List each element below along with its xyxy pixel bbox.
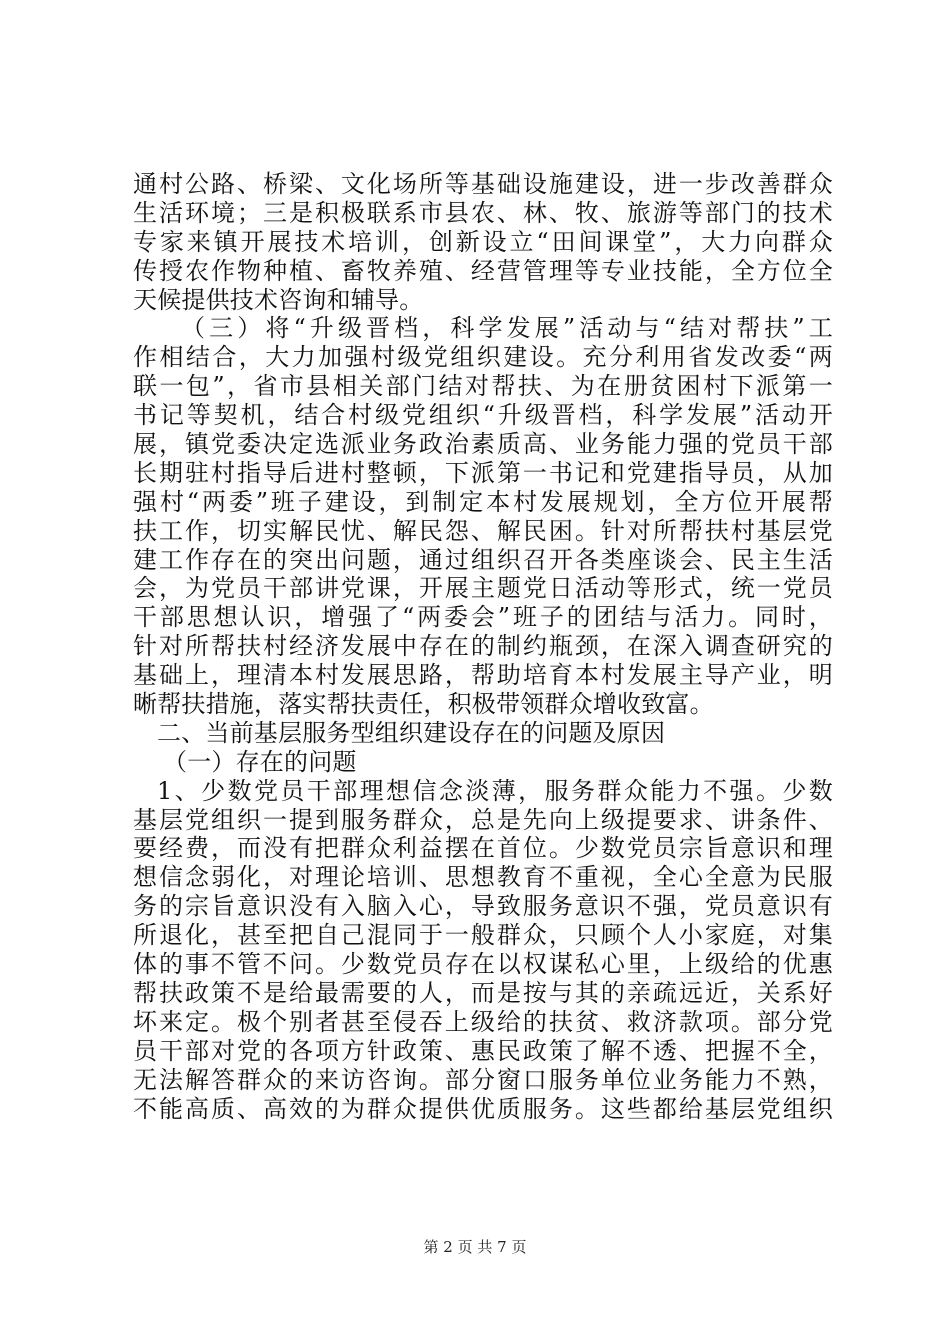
text-line: 无法解答群众的来访咨询。部分窗口服务单位业务能力不熟， [133,1065,833,1094]
paragraph-start: 1、少数党员干部理想信念淡薄，服务群众能力不强。少数 [157,776,833,805]
document-body [133,170,833,1123]
text-line: 扶工作，切实解民忧、解民怨、解民困。针对所帮扶村基层党 [133,516,833,545]
text-line: 要经费，而没有把群众利益摆在首位。少数党员宗旨意识和理 [133,834,833,863]
text-line: 强村“两委”班子建设，到制定本村发展规划，全方位开展帮 [133,487,833,516]
text-line: 会，为党员干部讲党课，开展主题党日活动等形式，统一党员 [133,574,833,603]
text-line: 坏来定。极个别者甚至侵吞上级给的扶贫、救济款项。部分党 [133,1007,833,1036]
text-line: 天候提供技术咨询和辅导。 [133,285,424,314]
text-line: 务的宗旨意识没有入脑入心，导致服务意识不强，党员意识有 [133,892,833,921]
page-number-footer: 第 2 页 共 7 页 [423,1238,527,1256]
text-line: 晰帮扶措施，落实帮扶责任，积极带领群众增收致富。 [133,690,714,719]
text-line: 建工作存在的突出问题，通过组织召开各类座谈会、民主生活 [133,545,833,574]
text-line: 基层党组织一提到服务群众，总是先向上级提要求、讲条件、 [133,805,833,834]
text-line: 展，镇党委决定选派业务政治素质高、业务能力强的党员干部 [133,430,833,459]
text-line: 长期驻村指导后进村整顿，下派第一书记和党建指导员，从加 [133,458,833,487]
text-line: 针对所帮扶村经济发展中存在的制约瓶颈，在深入调查研究的 [133,632,833,661]
text-line: 不能高质、高效的为群众提供优质服务。这些都给基层党组织 [133,1094,833,1123]
subsection-heading: （一）存在的问题 [163,747,357,776]
paragraph-heading: （三）将“升级晋档，科学发展”活动与“结对帮扶”工 [181,314,833,343]
text-line: 联一包”，省市县相关部门结对帮扶、为在册贫困村下派第一 [133,372,833,401]
section-heading: 二、当前基层服务型组织建设存在的问题及原因 [157,718,666,747]
text-line: 基础上，理清本村发展思路，帮助培育本村发展主导产业，明 [133,661,833,690]
text-line: 书记等契机，结合村级党组织“升级晋档，科学发展”活动开 [133,401,833,430]
text-line: 干部思想认识，增强了“两委会”班子的团结与活力。同时， [133,603,833,632]
text-line: 专家来镇开展技术培训，创新设立“田间课堂”，大力向群众 [133,227,833,256]
text-line: 体的事不管不问。少数党员存在以权谋私心里，上级给的优惠 [133,950,833,979]
text-line: 所退化，甚至把自己混同于一般群众，只顾个人小家庭，对集 [133,921,833,950]
text-line: 作相结合，大力加强村级党组织建设。充分利用省发改委“两 [133,343,833,372]
text-line: 通村公路、桥梁、文化场所等基础设施建设，进一步改善群众 [133,170,833,198]
text-line: 员干部对党的各项方针政策、惠民政策了解不透、把握不全， [133,1036,833,1065]
text-line: 帮扶政策不是给最需要的人，而是按与其的亲疏远近，关系好 [133,978,833,1007]
text-line: 想信念弱化，对理论培训、思想教育不重视，全心全意为民服 [133,863,833,892]
text-line: 生活环境；三是积极联系市县农、林、牧、旅游等部门的技术 [133,198,833,227]
text-line: 传授农作物种植、畜牧养殖、经营管理等专业技能，全方位全 [133,256,833,285]
